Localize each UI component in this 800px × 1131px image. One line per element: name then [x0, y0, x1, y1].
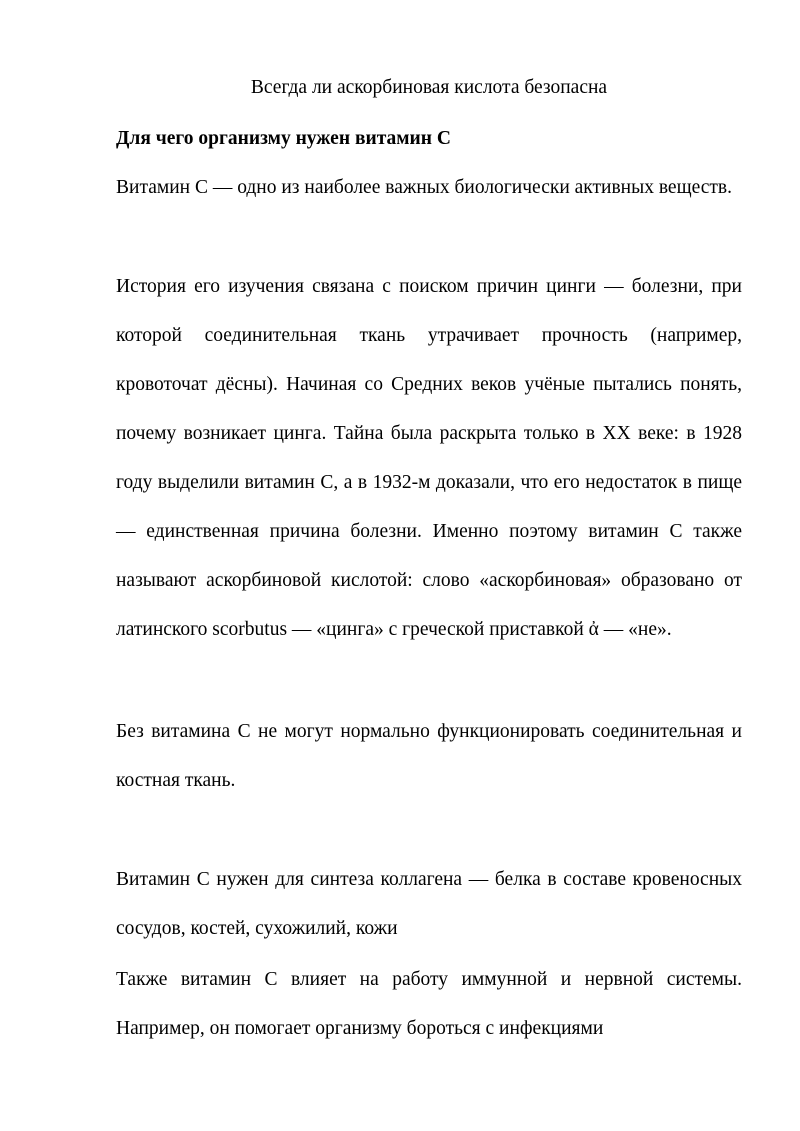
paragraph-intro: Витамин С — одно из наиболее важных биологически активных веществ. — [116, 177, 732, 198]
paragraph-tissue: Без витамина С не могут нормально функционировать соединительная и костная ткань. — [116, 721, 742, 791]
paragraph-collagen: Витамин С нужен для синтеза коллагена — белка в составе кровеносных сосудов, костей, сухожилий, кожи — [116, 869, 742, 939]
paragraph-history: История его изучения связана с поиском причин цинги — болезни, при которой соединительная ткань утрачивает прочность (например, кровоточат дёсны). Начиная со Средних веков учёные пытались понять, почему возникает цинга. Тайна была раскрыта только в XX веке: в 1928 году выделили витамин С, а в 1932-м доказали, что его недостаток в пище — единственная причина болезни. Именно поэтому витамин С также называют аскорбиновой кислотой: слово «аскорбиновая» образовано от латинского scorbutus — «цинга» с греческой приставкой ἀ — «не». — [116, 276, 742, 640]
section-heading: Для чего организму нужен витамин С — [116, 128, 451, 149]
paragraph-immune: Также витамин С влияет на работу иммунной и нервной системы. Например, он помогает организму бороться с инфекциями — [116, 969, 742, 1039]
document-title: Всегда ли аскорбиновая кислота безопасна — [250, 77, 608, 98]
